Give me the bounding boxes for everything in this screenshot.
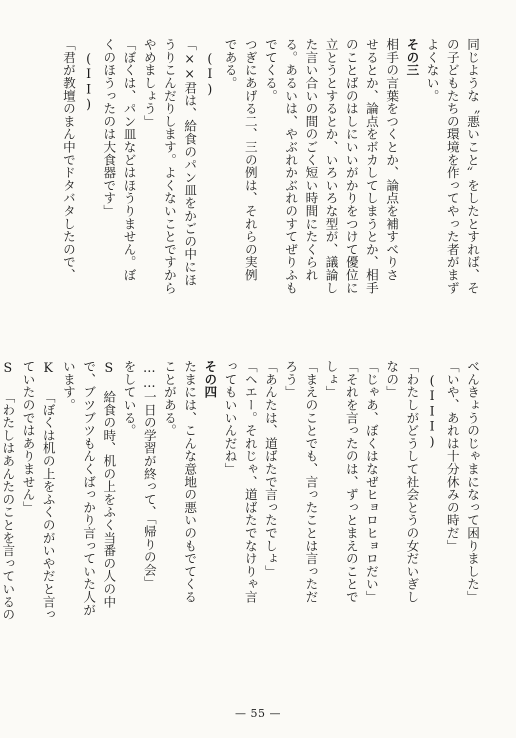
text-line: ってもいいんだね」 [222,360,238,476]
example-marker: (III) [424,372,440,449]
text-line: で、ブツブツもんくばっかり言っていた人が [81,360,97,616]
text-line: なの」 [384,360,400,399]
text-line: ことがある。 [161,360,177,437]
text-line: 「あんたは、道ばたで言ったでしょ」 [262,360,278,578]
section-heading: その三 [404,38,420,77]
text-line: ……一日の学習が終って、「帰りの会」 [141,360,157,589]
example-marker: (II) [81,50,97,112]
text-line: くのほうったのは大食器です」 [101,38,117,218]
text-line: S 給食の時、机の上をふく当番の人の中 [101,360,117,608]
example-marker: (I) [202,50,218,97]
text-column-top [30,38,482,338]
text-line: の子どもたちの環境を作ってやった者がまず [444,38,460,294]
text-line: うりこんだりします。よくないことですから [161,38,177,294]
text-line: 「まえのことでも、言ったことは言っただ [303,360,319,604]
text-line: 「わたしがどうして社会とうの女だいぎし [404,360,420,604]
text-line: ろう」 [283,360,299,399]
text-line: やめましょう」 [141,38,157,128]
text-line: います。 [60,360,76,412]
text-line: 「いや、あれは十分休みの時だ」 [444,360,460,552]
text-line: ていたのではありません」 [20,360,36,514]
text-line: しょ」 [323,360,339,399]
text-line: たまには、こんな意地の悪いのもでてくる [182,360,198,604]
page-number: — 55 — [235,707,281,720]
text-column-bottom [0,360,482,654]
text-line: つぎにあげる二、三の例は、それらの実例 [242,38,258,282]
text-line: る。あるいは、やぶれかぶれのすてぜりふも [283,38,299,294]
text-line: よくない。 [424,38,440,102]
text-line: せるとか、論点をボカしてしまうとか、相手 [363,38,379,294]
text-line: K 「ぼくは机の上をふくのがいやだと言っ [40,360,56,621]
text-line: 相手の言葉をつくとか、論点を補すべりさ [384,38,400,282]
section-heading: その四 [202,360,218,399]
text-line: でてくる。 [262,38,278,102]
text-line: をしている。 [121,360,137,437]
text-line: た言い合いの間のごく短い時間にたくられ [303,38,319,282]
text-line: 立とうとするとか、いろいろな型が、議論し [323,38,339,294]
text-line: 「××君は、給食のパン皿をかごの中にほ [182,38,198,286]
text-line: 同じような〝悪いこと〟をしたとすれば、そ [465,38,480,294]
text-line: べんきょうのじゃまになって困りました」 [465,360,480,604]
text-line: S 「わたしはあんたのことを言っているの [0,360,16,621]
text-line: のことばのはしにいいがかりをつけて優位に [343,38,359,294]
text-line: 「ぼくは、パン皿などはほうりません。ぼ [121,38,137,282]
text-line: 「君が教壇のまん中でドタバタしたので、 [60,38,76,282]
text-line: 「ヘエー。それじゃ、道ばたでなけりゃ言 [242,360,258,604]
text-line: である。 [222,38,238,90]
text-line: 「じゃあ、ぼくはなぜヒョロヒョロだい」 [363,360,379,604]
text-line: 「それを言ったのは、ずっとまえのことで [343,360,359,604]
